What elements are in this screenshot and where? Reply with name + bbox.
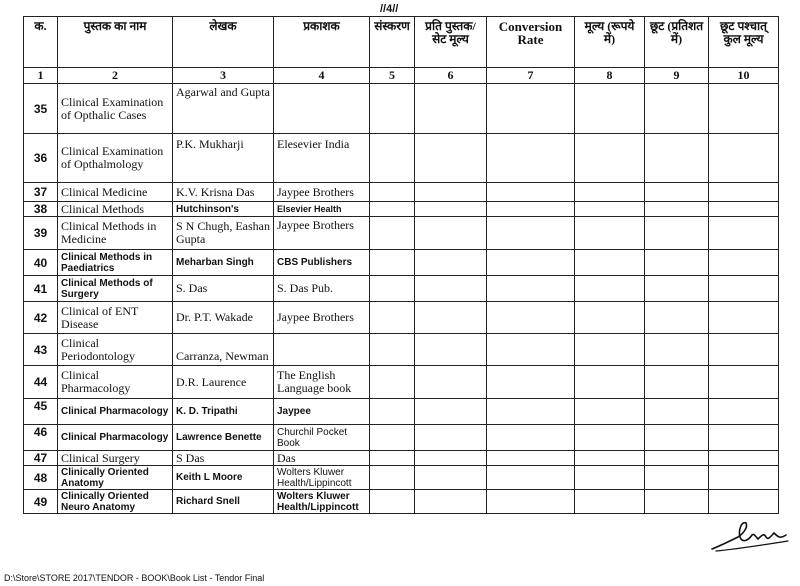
table-row xyxy=(24,399,779,425)
table-row xyxy=(24,250,779,276)
book-author: P.K. Mukharji xyxy=(173,134,274,183)
book-author: Dr. P.T. Wakade xyxy=(173,302,274,334)
book-publisher: Jaypee xyxy=(274,399,370,425)
col-header: क. xyxy=(24,17,58,68)
table-row xyxy=(24,84,779,134)
row-number: 47 xyxy=(24,451,58,466)
book-title: Clinically Oriented Anatomy xyxy=(58,466,173,490)
column-number: 8 xyxy=(575,68,645,84)
book-author: Carranza, Newman xyxy=(173,334,274,366)
book-publisher xyxy=(274,84,370,134)
col-header: मूल्य (रूपये में) xyxy=(575,17,645,68)
col-header: पुस्तक का नाम xyxy=(58,17,173,68)
row-number: 35 xyxy=(24,84,58,134)
book-publisher: S. Das Pub. xyxy=(274,276,370,302)
handwritten-signature xyxy=(708,515,792,555)
row-number: 48 xyxy=(24,466,58,490)
table-row xyxy=(24,490,779,514)
column-number-row xyxy=(24,68,779,84)
book-author: K. D. Tripathi xyxy=(173,399,274,425)
column-number: 4 xyxy=(274,68,370,84)
row-number: 45 xyxy=(24,399,58,425)
table-row xyxy=(24,334,779,366)
row-number: 43 xyxy=(24,334,58,366)
row-number: 36 xyxy=(24,134,58,183)
table-row xyxy=(24,466,779,490)
col-header: छूट पश्चात् कुल मूल्य xyxy=(709,17,779,68)
book-author: S Das xyxy=(173,451,274,466)
row-number: 40 xyxy=(24,250,58,276)
book-publisher: Jaypee Brothers xyxy=(274,302,370,334)
book-publisher: Elesevier India xyxy=(274,134,370,183)
row-number: 37 xyxy=(24,183,58,202)
column-number: 9 xyxy=(645,68,709,84)
book-title: Clinical Periodontology xyxy=(58,334,173,366)
book-title: Clinical Examination of Opthalmology xyxy=(58,134,173,183)
book-author: K.V. Krisna Das xyxy=(173,183,274,202)
col-header: छूट (प्रतिशत में) xyxy=(645,17,709,68)
row-number: 49 xyxy=(24,490,58,514)
column-number: 1 xyxy=(24,68,58,84)
book-title: Clinical Pharmacology xyxy=(58,425,173,451)
row-number: 46 xyxy=(24,425,58,451)
book-title: Clinical Pharmacology xyxy=(58,366,173,399)
book-title: Clinically Oriented Neuro Anatomy xyxy=(58,490,173,514)
column-number: 7 xyxy=(487,68,575,84)
table-row xyxy=(24,366,779,399)
book-list-table xyxy=(23,16,779,514)
book-publisher: Wolters Kluwer Health/Lippincott xyxy=(274,466,370,490)
book-author: Keith L Moore xyxy=(173,466,274,490)
book-title: Clinical Methods in Paediatrics xyxy=(58,250,173,276)
book-title: Clinical of ENT Disease xyxy=(58,302,173,334)
book-publisher: Das xyxy=(274,451,370,466)
column-number: 3 xyxy=(173,68,274,84)
page-number: //4// xyxy=(380,3,399,15)
row-number: 42 xyxy=(24,302,58,334)
book-title: Clinical Medicine xyxy=(58,183,173,202)
col-header: संस्करण xyxy=(370,17,415,68)
book-author: S N Chugh, Eashan Gupta xyxy=(173,217,274,250)
column-number: 10 xyxy=(709,68,779,84)
book-title: Clinical Examination of Opthalic Cases xyxy=(58,84,173,134)
table-row xyxy=(24,183,779,202)
table-row xyxy=(24,425,779,451)
table-row xyxy=(24,202,779,217)
row-number: 44 xyxy=(24,366,58,399)
book-publisher: Wolters Kluwer Health/Lippincott xyxy=(274,490,370,514)
book-title: Clinical Methods in Medicine xyxy=(58,217,173,250)
book-title: Clinical Surgery xyxy=(58,451,173,466)
book-publisher: Jaypee Brothers xyxy=(274,183,370,202)
book-publisher xyxy=(274,334,370,366)
book-publisher: CBS Publishers xyxy=(274,250,370,276)
book-author: Meharban Singh xyxy=(173,250,274,276)
row-number: 39 xyxy=(24,217,58,250)
book-author: Hutchinson's xyxy=(173,202,274,217)
col-header: प्रति पुस्तक/ सेट मूल्य xyxy=(415,17,487,68)
column-number: 5 xyxy=(370,68,415,84)
book-author: D.R. Laurence xyxy=(173,366,274,399)
book-author: Agarwal and Gupta xyxy=(173,84,274,134)
row-number: 41 xyxy=(24,276,58,302)
book-publisher: Elsevier Health xyxy=(274,202,370,217)
row-number: 38 xyxy=(24,202,58,217)
table-row xyxy=(24,451,779,466)
book-publisher: Churchil Pocket Book xyxy=(274,425,370,451)
book-publisher: The English Language book xyxy=(274,366,370,399)
column-number: 6 xyxy=(415,68,487,84)
header-row xyxy=(24,17,779,68)
book-publisher: Jaypee Brothers xyxy=(274,217,370,250)
book-author: Richard Snell xyxy=(173,490,274,514)
table-row xyxy=(24,217,779,250)
table-row xyxy=(24,134,779,183)
col-header: प्रकाशक xyxy=(274,17,370,68)
footer-file-path: D:\Store\STORE 2017\TENDOR - BOOK\Book List - Tendor Final xyxy=(4,573,265,583)
book-author: S. Das xyxy=(173,276,274,302)
book-author: Lawrence Benette xyxy=(173,425,274,451)
book-title: Clinical Pharmacology xyxy=(58,399,173,425)
col-header: Conversion Rate xyxy=(487,17,575,68)
col-header: लेखक xyxy=(173,17,274,68)
book-title: Clinical Methods xyxy=(58,202,173,217)
book-title: Clinical Methods of Surgery xyxy=(58,276,173,302)
table-row xyxy=(24,276,779,302)
table-row xyxy=(24,302,779,334)
column-number: 2 xyxy=(58,68,173,84)
